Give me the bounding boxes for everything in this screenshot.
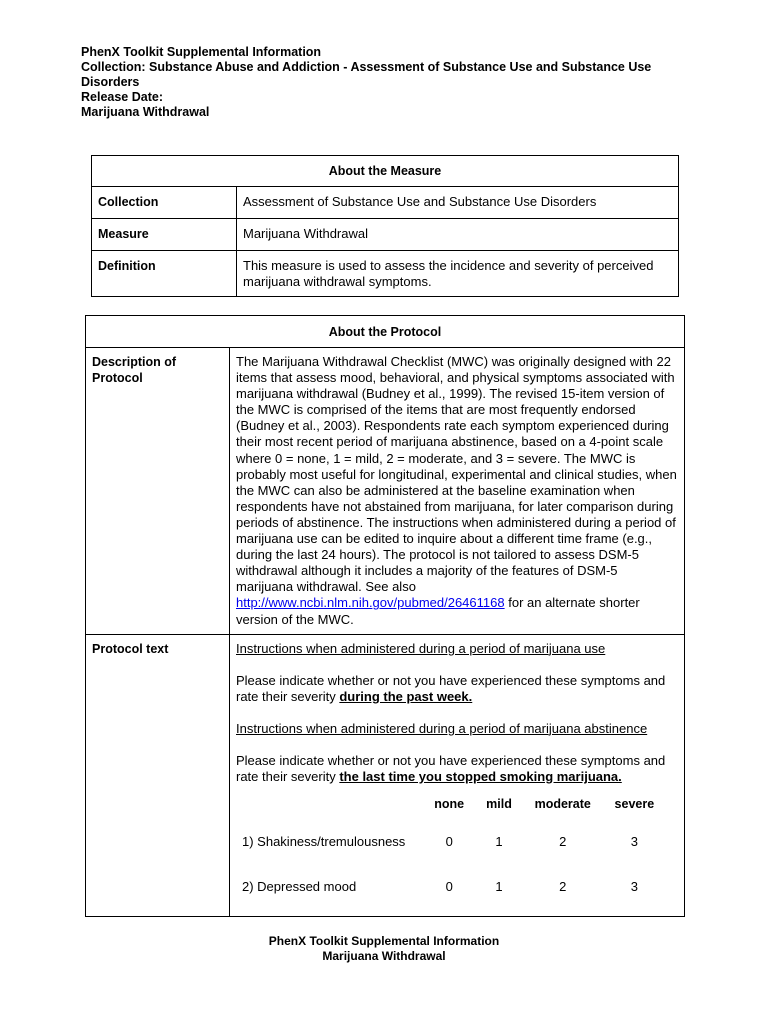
description-text: The Marijuana Withdrawal Checklist (MWC) was originally designed with 22 items that assess mood, behavioral, and physical symptoms associated with marijuana withdrawal (Budney et al., 1999). The revised 15-item version of the MWC is comprised of the items that are most frequently endorsed (Budney et al., 2003). Respondents rate each symptom experienced during their most recent period of marijuana abstinence, based on a 4-point scale where 0 = none, 1 = mild, 2 = moderate, and 3 = severe. The MWC is probably most useful for longitudinal, experimental and clinical studies, when the MWC can also be administered at the baseline examination when respondents have not abstained from marijuana, for later comparison during periods of abstinence. The instructions when administered during a period of marijuana use can be edited to inquire about a different time frame (e.g., during the last 24 hours). The protocol is not tailored to assess DSM-5 withdrawal although it includes a majority of the features of DSM-5 marijuana withdrawal. See also [236, 354, 677, 595]
table-row [236, 865, 668, 910]
protocol-text-label: Protocol text [86, 634, 230, 916]
table-row [236, 820, 668, 865]
protocol-text-cell [230, 634, 685, 916]
rating-header-mild: mild [486, 797, 512, 812]
header-release-date: Release Date: [81, 90, 163, 104]
rating-value: 1 [495, 834, 503, 850]
rating-item-header [236, 789, 425, 820]
symptom-label: 2) Depressed mood [242, 879, 357, 895]
description-tail: for an alternate shorter version of the MWC. [236, 595, 640, 627]
header-measure-name: Marijuana Withdrawal [81, 105, 210, 119]
measure-label: Measure [92, 219, 237, 251]
pubmed-link[interactable]: http://www.ncbi.nlm.nih.gov/pubmed/26461168 [236, 595, 505, 611]
rating-value: 3 [630, 879, 638, 895]
instructions-abstinence-text: Please indicate whether or not you have experienced these symptoms and rate their severity [236, 752, 666, 784]
document-header [81, 45, 681, 120]
table-row [86, 348, 685, 635]
table-row [92, 187, 679, 219]
about-protocol-title: About the Protocol [86, 316, 685, 348]
symptom-label: 1) Shakiness/tremulousness [242, 834, 406, 850]
description-label: Description of Protocol [86, 348, 230, 635]
instructions-use-heading: Instructions when administered during a period of marijuana use [236, 640, 606, 656]
collection-label: Collection [92, 187, 237, 219]
table-row [86, 634, 685, 916]
measure-value: Marijuana Withdrawal [237, 219, 679, 251]
header-toolkit-line: PhenX Toolkit Supplemental Information [81, 45, 322, 59]
rating-value: 0 [445, 834, 453, 850]
collection-value: Assessment of Substance Use and Substance Use Disorders [237, 187, 679, 219]
footer-measure-name: Marijuana Withdrawal [322, 949, 446, 963]
definition-label: Definition [92, 251, 237, 297]
instructions-abstinence-emphasis: the last time you stopped smoking marijuana. [339, 768, 622, 784]
instructions-abstinence-paragraph [236, 753, 678, 785]
rating-value: 2 [559, 834, 567, 850]
table-row [92, 251, 679, 297]
table-row [92, 219, 679, 251]
document-footer [0, 934, 768, 964]
rating-scale-table [236, 789, 668, 910]
description-cell [230, 348, 685, 635]
rating-value: 1 [495, 879, 503, 895]
definition-value: This measure is used to assess the incidence and severity of perceived marijuana withdrawal symptoms. [237, 251, 679, 297]
about-measure-title: About the Measure [92, 156, 679, 187]
rating-value: 3 [630, 834, 638, 850]
instructions-abstinence-heading: Instructions when administered during a period of marijuana abstinence [236, 720, 648, 736]
instructions-use-emphasis: during the past week. [339, 688, 473, 704]
rating-header-moderate: moderate [534, 797, 591, 812]
rating-header-severe: severe [614, 797, 655, 812]
instructions-use-text: Please indicate whether or not you have experienced these symptoms and rate their severity [236, 672, 666, 704]
about-measure-table [91, 155, 679, 297]
rating-value: 2 [559, 879, 567, 895]
footer-toolkit-line: PhenX Toolkit Supplemental Information [268, 934, 500, 948]
rating-header-none: none [434, 797, 465, 812]
header-collection-line: Collection: Substance Abuse and Addiction - Assessment of Substance Use and Substance Use Disorders [81, 60, 652, 89]
about-protocol-table [85, 315, 685, 917]
rating-value: 0 [445, 879, 453, 895]
instructions-use-paragraph [236, 673, 678, 705]
